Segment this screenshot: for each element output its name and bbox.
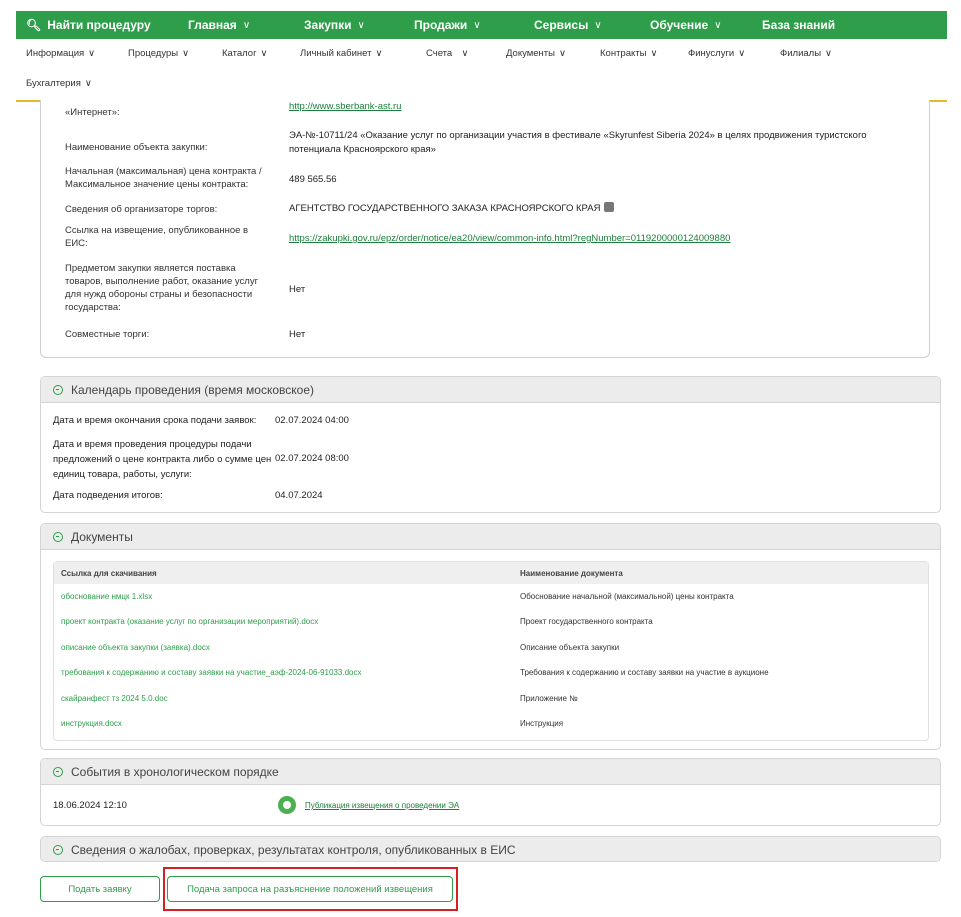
results-date-label: Дата подведения итогов: bbox=[53, 490, 163, 501]
documents-table bbox=[53, 561, 929, 741]
eis-label: Ссылка на извещение, опубликованное в ЕИС: bbox=[65, 225, 249, 249]
chevron-down-icon: ∨ bbox=[558, 48, 566, 59]
chevron-down-icon: ∨ bbox=[473, 19, 481, 31]
calendar-section bbox=[40, 376, 941, 513]
eis-link[interactable]: https://zakupki.gov.ru/epz/order/notice/ea20/view/common-info.html?regNumber=0119200000124009880 bbox=[289, 233, 731, 244]
event-date: 18.06.2024 12:10 bbox=[53, 800, 127, 811]
table-row bbox=[54, 715, 928, 737]
event-status-icon bbox=[278, 796, 296, 814]
find-procedure-link[interactable] bbox=[26, 18, 151, 32]
subnav-procedures[interactable]: Процедуры ∨ bbox=[128, 48, 190, 59]
document-name: Описание объекта закупки bbox=[520, 643, 620, 652]
chevron-down-icon: ∨ bbox=[714, 19, 722, 31]
chevron-down-icon: ∨ bbox=[88, 48, 96, 59]
table-row bbox=[54, 639, 928, 661]
results-date-value: 04.07.2024 bbox=[275, 490, 323, 501]
events-section bbox=[40, 758, 941, 826]
document-link[interactable]: требования к содержанию и составу заявки на участие_аэф-2024-06-91033.docx bbox=[61, 668, 362, 677]
defense-value: Нет bbox=[289, 284, 306, 295]
table-row bbox=[54, 690, 928, 712]
subnav-contracts[interactable]: Контракты ∨ bbox=[600, 48, 658, 59]
calendar-section-header[interactable] bbox=[41, 377, 940, 403]
info-icon[interactable] bbox=[604, 202, 614, 212]
document-link[interactable]: скайранфест тз 2024 5.0.doc bbox=[61, 694, 168, 703]
complaints-section-header[interactable] bbox=[41, 837, 940, 862]
documents-title: Документы bbox=[71, 529, 133, 544]
submit-application-button[interactable]: Подать заявку bbox=[40, 876, 160, 902]
document-link[interactable]: обоснование нмцк 1.xlsx bbox=[61, 592, 153, 601]
internet-label: «Интернет»: bbox=[65, 107, 120, 118]
chevron-down-icon: ∨ bbox=[182, 48, 190, 59]
organizer-label: Сведения об организаторе торгов: bbox=[65, 204, 218, 215]
nav-knowledge-base[interactable]: База знаний bbox=[762, 18, 836, 32]
complaints-section bbox=[40, 836, 941, 862]
col-document-name: Наименование документа bbox=[520, 568, 623, 578]
documents-section-header[interactable] bbox=[41, 524, 940, 550]
nav-services[interactable]: Сервисы ∨ bbox=[534, 18, 602, 32]
table-row bbox=[54, 613, 928, 635]
collapse-icon bbox=[53, 532, 63, 542]
object-label: Наименование объекта закупки: bbox=[65, 142, 208, 153]
table-row bbox=[54, 588, 928, 610]
document-link[interactable]: проект контракта (оказание услуг по организации мероприятий).docx bbox=[61, 617, 319, 626]
proposals-date-label: Дата и время проведения процедуры подачи предложений о цене контракта либо о сумме цен единиц товара, работы, услуги: bbox=[53, 439, 272, 480]
chevron-down-icon: ∨ bbox=[738, 48, 746, 59]
chevron-down-icon: ∨ bbox=[825, 48, 833, 59]
subnav-personal-account[interactable]: Личный кабинет ∨ bbox=[300, 48, 383, 59]
document-name: Инструкция bbox=[520, 719, 564, 728]
joint-label: Совместные торги: bbox=[65, 329, 150, 340]
documents-table-header bbox=[54, 562, 928, 584]
subnav-accounting[interactable]: Бухгалтерия ∨ bbox=[26, 78, 92, 89]
events-title: События в хронологическом порядке bbox=[71, 764, 279, 779]
end-date-label: Дата и время окончания срока подачи заявок: bbox=[53, 415, 257, 426]
end-date-value: 02.07.2024 04:00 bbox=[275, 415, 349, 426]
proposals-date-value: 02.07.2024 08:00 bbox=[275, 453, 349, 464]
subnav-catalog[interactable]: Каталог ∨ bbox=[222, 48, 268, 59]
document-link[interactable]: инструкция.docx bbox=[61, 719, 122, 728]
calendar-title: Календарь проведения (время московское) bbox=[71, 382, 314, 397]
procedure-info-panel bbox=[40, 100, 930, 358]
nav-purchases[interactable]: Закупки ∨ bbox=[304, 18, 365, 32]
price-label: Начальная (максимальная) цена контракта / Максимальное значение цены контракта: bbox=[65, 166, 262, 190]
chevron-down-icon: ∨ bbox=[456, 48, 469, 59]
internet-link[interactable]: http://www.sberbank-ast.ru bbox=[289, 101, 402, 112]
chevron-down-icon: ∨ bbox=[84, 78, 92, 89]
subnav-information[interactable]: Информация ∨ bbox=[26, 48, 96, 59]
nav-main[interactable]: Главная ∨ bbox=[188, 18, 251, 32]
document-name: Требования к содержанию и составу заявки на участие в аукционе bbox=[520, 668, 769, 677]
top-navigation bbox=[16, 11, 947, 39]
nav-learning[interactable]: Обучение ∨ bbox=[650, 18, 722, 32]
defense-label: Предметом закупки является поставка товаров, выполнение работ, оказание услуг для нужд обороны страны и безопасности государства: bbox=[65, 263, 259, 313]
search-icon: 🔍︎ bbox=[26, 18, 42, 32]
table-row bbox=[54, 664, 928, 686]
chevron-down-icon: ∨ bbox=[650, 48, 658, 59]
collapse-icon bbox=[53, 385, 63, 395]
document-name: Обоснование начальной (максимальной) цены контракта bbox=[520, 592, 734, 601]
price-value: 489 565.56 bbox=[289, 174, 337, 185]
document-name: Проект государственного контракта bbox=[520, 617, 653, 626]
find-procedure-label: Найти процедуру bbox=[47, 18, 151, 32]
clarification-request-button[interactable]: Подача запроса на разъяснение положений извещения bbox=[167, 876, 453, 902]
highlight-frame bbox=[163, 867, 458, 911]
event-link[interactable]: Публикация извещения о проведении ЭА bbox=[305, 801, 460, 810]
collapse-icon bbox=[53, 845, 63, 855]
nav-sales[interactable]: Продажи ∨ bbox=[414, 18, 481, 32]
chevron-down-icon: ∨ bbox=[260, 48, 268, 59]
chevron-down-icon: ∨ bbox=[375, 48, 383, 59]
object-value: ЭА-№-10711/24 «Оказание услуг по организации участия в фестивале «Skyrunfest Siberia 2024» в целях продвижения туристского потенциала Красноярского края» bbox=[289, 130, 867, 155]
joint-value: Нет bbox=[289, 329, 306, 340]
chevron-down-icon: ∨ bbox=[594, 19, 602, 31]
secondary-navigation bbox=[16, 40, 947, 102]
documents-section bbox=[40, 523, 941, 750]
subnav-invoices[interactable]: Счета ∨ bbox=[426, 48, 469, 59]
col-download-link: Ссылка для скачивания bbox=[61, 568, 157, 578]
collapse-icon bbox=[53, 767, 63, 777]
document-name: Приложение № bbox=[520, 694, 578, 703]
subnav-branches[interactable]: Филиалы ∨ bbox=[780, 48, 833, 59]
organizer-value: АГЕНТСТВО ГОСУДАРСТВЕННОГО ЗАКАЗА КРАСНОЯРСКОГО КРАЯ bbox=[289, 203, 601, 214]
events-section-header[interactable] bbox=[41, 759, 940, 785]
subnav-finservices[interactable]: Финуслуги ∨ bbox=[688, 48, 746, 59]
subnav-documents[interactable]: Документы ∨ bbox=[506, 48, 566, 59]
chevron-down-icon: ∨ bbox=[357, 19, 365, 31]
complaints-title: Сведения о жалобах, проверках, результатах контроля, опубликованных в ЕИС bbox=[71, 843, 516, 857]
document-link[interactable]: описание объекта закупки (заявка).docx bbox=[61, 643, 210, 652]
chevron-down-icon: ∨ bbox=[242, 19, 251, 31]
